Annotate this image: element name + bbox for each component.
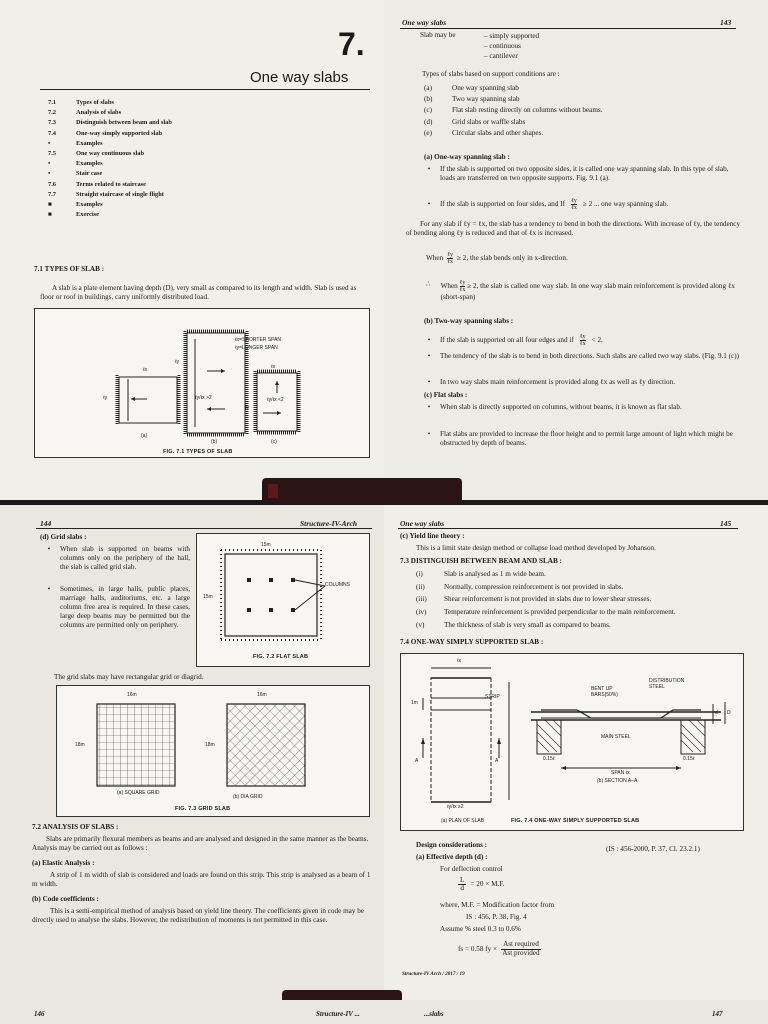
any-slab-text: For any slab if ℓy = ℓx, the slab has a tendency to bend in both the directions. With increase of ℓy, the tendency of bending along ℓy is reduced and that of ℓx is increased. [406,220,741,237]
page-142 [0,0,384,500]
page-number: 145 [720,519,732,528]
page-footer: Structure-IV Arch / 2017 / 19 [402,971,465,977]
section-7-2-text: Slabs are primarily flexural members as beams and are analysed and designed in the same manner as the beams. Analysis may be carried out as follows : [32,835,369,852]
right-support [681,720,705,754]
span-label: SPAN ℓx [611,770,630,776]
elastic-analysis-text: A strip of 1 m width of slab is considered and loads are found on this strip. This strip is analysed as a beam of 1 m width. [32,871,371,888]
one-way-bullet-2: • If the slab is supported on four sides, and If ℓy ℓx ≥ 2 ... one way spanning slab. [427,198,669,211]
bent-up-label: BENT UP BARS(50%) [591,686,618,699]
effective-depth-heading: (a) Effective depth (d) : [416,853,488,861]
assume-steel: Assume % steel 0.3 to 0.6% [440,925,521,933]
label-ly-b: ℓy [175,359,180,365]
contents-item [48,191,288,199]
plan-1m: 1m [411,700,418,706]
flat-slab-length: 15m [203,594,213,600]
page-number: 143 [720,18,732,27]
chapter-number: 7. [338,26,365,62]
two-way-heading: (b) Two-way spanning slabs : [424,317,514,325]
plan-lx: ℓx [457,658,462,664]
slab-may-be: Slab may be [420,31,456,39]
contents-item-text: Stair case [76,170,103,178]
design-considerations: Design considerations : [416,841,488,849]
deflection-control: For deflection control [440,865,503,873]
yield-line-text: This is a limit state design method or collapse load method developed by Johanson. [416,544,656,552]
contents-item-text: Analysis of slabs [76,109,122,117]
dia-grid-label: (b) DIA GRID [233,794,263,800]
section-label: (b) SECTION A–A [597,778,638,784]
plan-a-left: A [415,758,419,764]
contents-item-number: ■ [48,211,52,219]
modification-factor: where, M.F. = Modification factor from [440,901,555,909]
plan-ratio: ℓy/ℓx ≥2 [447,804,464,810]
slab-type-item [424,84,744,93]
dia-grid [227,704,305,786]
square-grid-length: 18m [75,742,85,748]
column [291,608,295,612]
main-steel-label: MAIN STEEL [601,734,631,740]
distribution-label: DISTRIBUTION STEEL [649,678,685,691]
span-depth-ratio: $\frac{L}{d}$ = 20 × M.F. [460,876,505,893]
page-147-header: ...slabs [424,1010,444,1018]
fig-label-c: (c) [271,439,277,445]
flat-slab-width: 15m [261,542,271,548]
column [291,578,295,582]
slab-type-item-number: (c) [424,106,432,115]
contents-item [48,119,288,127]
label-ly-c: ℓy [245,405,250,411]
plan-strip: STRIP [485,694,500,700]
difference-item-text: Shear reinforcement is not provided in slabs due to lower shear stresses. [444,595,652,604]
contents-item-text: Exercise [76,211,99,219]
figure-7-2-caption: FIG. 7.2 FLAT SLAB [253,654,309,660]
header-rule [400,28,736,29]
contents-item-text: One-way simply supported slab [76,129,163,137]
grid-slabs-bullet-1: • When slab is supported on beams with columns only on the periphery of the hall, the slab is called grid slab. [47,545,190,571]
contents-item [48,109,288,117]
page-145 [384,505,768,1000]
figure-7-4-caption: FIG. 7.4 ONE-WAY SIMPLY SUPPORTED SLAB [511,818,640,824]
difference-item-text: Temperature reinforcement is provided perpendicular to the main reinforcement. [444,607,676,616]
column [269,608,273,612]
difference-item-text: Normally, compression reinforcement is not provided in slabs. [444,582,624,591]
plan-a-right: A [495,758,499,764]
contents-item-number: 7.5 [48,149,56,157]
figure-7-3 [56,685,370,817]
chapter-title: One way slabs [250,69,349,86]
types-list [424,84,744,140]
page-146-header: Structure-IV ... [316,1010,360,1018]
support-type: – cantilever [484,52,518,61]
flat-slab-heading: (c) Flat slabs : [424,391,468,399]
contents-item-number: 7.2 [48,109,56,117]
section-7-1-title: 7.1 TYPES OF SLAB : [34,265,105,273]
support-list [484,31,539,61]
contents-item-number: 7.4 [48,129,56,137]
contents-item-number: ■ [48,200,52,208]
page-number: 144 [40,519,52,528]
difference-item [416,569,746,579]
contents-item-number: 7.1 [48,99,56,106]
difference-item [416,620,746,630]
chapter-contents [48,99,288,221]
difference-item-number: (v) [416,620,425,629]
contents-item [48,160,288,168]
fig-label-a: (a) [141,433,148,439]
slab-type-item-text: Flat slab resting directly on columns without beams. [452,106,603,115]
square-grid [97,704,175,786]
square-grid-label: (a) SQUARE GRID [117,790,160,796]
running-header: One way slabs [402,18,447,27]
slab-type-item-text: Grid slabs or waffle slabs [452,117,526,126]
slab-type-item-number: (d) [424,117,433,126]
next-pages-strip [0,1000,768,1024]
code-coefficients-heading: (b) Code coefficients : [32,895,99,903]
figure-7-2-drawing [197,534,371,668]
when-one-way: ∴ When ℓy ℓx ≥ 2, the slab is called one way slab. In one way slab main reinforcement is provided along ℓx (short-span) [426,280,735,301]
plan-label: (a) PLAN OF SLAB [441,818,485,824]
page-146-number: 146 [34,1010,45,1018]
slab-type-item [424,95,744,104]
section-7-4-title: 7.4 ONE-WAY SIMPLY SUPPORTED SLAB : [400,638,544,646]
contents-item-number: 7.3 [48,119,56,127]
figure-7-2 [196,533,370,667]
contents-item-text: Types of slabs [76,99,114,106]
contents-item-text: Examples [76,160,103,168]
section-7-1-text: A slab is a plate element having depth (D), very small as compared to its length and width. Slab is used as floor or roof in buildings, carry uniformly distributed load. [40,284,357,301]
effective-depth-d: d [715,710,718,716]
ratio-c: ℓy/ℓx <2 [267,397,284,403]
difference-item [416,594,746,604]
contents-item-number: 7.6 [48,180,56,188]
is-code-reference: (IS : 456-2000, P. 37, Cl. 23.2.1) [606,845,700,853]
overall-depth-D: D [727,710,731,716]
grid-types-text: The grid slabs may have rectangular grid or diagrid. [54,673,204,681]
slab-type-item-number: (a) [424,84,432,92]
support-type: – continuous [484,42,521,51]
contents-item-text: Examples [76,200,103,208]
slab-type-item-number: (b) [424,95,433,104]
legend-shorter-span: ℓx=SHORTER SPAN [235,337,282,343]
binder-clip-tab [268,484,278,498]
two-way-bullet-1: • If the slab is supported on all four edges and if ℓy ℓx < 2, [427,334,603,347]
contents-item-number: • [48,160,51,168]
fig-label-b: (b) [211,439,218,445]
legend-longer-span: ℓy=LONGER SPAN [235,345,278,351]
contents-item-number: • [48,170,51,178]
bent-point-right: 0.15ℓ [683,756,695,762]
slab-type-item [424,129,744,138]
square-grid-width: 16m [127,692,137,698]
slab-type-item-text: One way spanning slab [452,84,519,92]
left-support [537,720,561,754]
ratio-fraction: ℓy ℓx [570,198,577,211]
figure-7-3-drawing [57,686,371,818]
figure-7-1-drawing [35,309,371,459]
difference-item [416,582,746,592]
label-ly-a: ℓy [103,395,108,401]
slab-type-item-text: Circular slabs and other shapes. [452,128,544,137]
code-coefficients-text: This is a semi-empirical method of analysis based on yield line theory. The coefficients given in code may be directly used to analyse the slabs. However, the redistribution of moments is not permitted in this case. [32,907,365,924]
slab-type-item-number: (e) [424,128,432,137]
grid-slabs-heading: (d) Grid slabs : [40,533,87,541]
flat-slab-outline [225,554,317,636]
dia-grid-length: 18m [205,742,215,748]
difference-item-number: (i) [416,570,423,578]
beam-slab-differences [416,569,746,632]
difference-item-text: The thickness of slab is very small as compared to beams. [444,620,611,629]
page-144 [0,505,384,1000]
grid-slabs-bullet-2: • Sometimes, in large halls, public places, marriage halls, auditoriums, etc. a large column free area is required. In these cases, large deep beams may be permitted but the columns are permitted only on periphery. [47,585,190,629]
figure-7-4 [400,653,744,831]
figure-7-3-caption: FIG. 7.3 GRID SLAB [175,806,231,812]
elastic-analysis-heading: (a) Elastic Analysis : [32,859,95,867]
when-bends-x: When ℓy ℓx ≥ 2, the slab bends only in x-direction. [426,252,568,265]
steel-stress-formula: fs = 0.58 fy × Ast required Ast provided [458,940,540,957]
contents-item [48,150,288,158]
is-fig-reference: IS : 456, P. 38, Fig. 4 [466,913,527,921]
page-147-number: 147 [712,1010,723,1018]
section-7-2-title: 7.2 ANALYSIS OF SLABS : [32,823,119,831]
yield-line-heading: (c) Yield line theory : [400,532,465,540]
section-7-3-title: 7.3 DISTINGUISH BETWEEN BEAM AND SLAB : [400,557,562,565]
types-intro: Types of slabs based on support conditions are : [422,70,560,78]
figure-7-1-caption: FIG. 7.1 TYPES OF SLAB [163,449,233,455]
contents-item [48,181,288,189]
contents-item-text: One way continuous slab [76,149,145,157]
header-rule [36,528,372,529]
bent-up-bar [541,710,701,718]
contents-item [48,140,288,148]
ratio-b: ℓy/ℓx >2 [195,395,212,401]
contents-item-text: Terms related to staircase [76,180,146,188]
bent-point-left: 0.15ℓ [543,756,555,762]
column [247,578,251,582]
support-type: – simply supported [484,32,540,40]
difference-item-text: Slab is analysed as 1 m wide beam. [444,570,546,578]
contents-item-text: Distinguish between beam and slab [76,119,172,127]
column [247,608,251,612]
difference-item-number: (ii) [416,582,425,591]
running-header: Structure-IV-Arch [300,519,358,528]
label-lx-c: ℓx [271,364,276,370]
contents-item [48,130,288,138]
contents-item [48,170,288,178]
difference-item-number: (iv) [416,607,427,616]
slab-type-item-text: Two way spanning slab [452,95,520,104]
flat-slab-bullet-1: • When slab is directly supported on columns, without beams, it is known as flat slab. [427,403,682,411]
contents-item [48,211,288,219]
figure-7-1 [34,308,370,458]
contents-item [48,99,288,107]
slab-type-item [424,106,744,115]
label-lx-a: ℓx [143,367,148,373]
plan-outline [431,678,491,802]
contents-item-number: • [48,139,51,147]
slab-type-item [424,118,744,127]
contents-item-text: Examples [76,139,103,147]
difference-item-number: (iii) [416,595,427,604]
two-way-bullet-2: • The tendency of the slab is to bend in both directions. Such slabs are called two way slabs. (Fig. 9.1 (c)) [427,352,740,360]
one-way-heading: (a) One-way spanning slab : [424,153,510,161]
difference-item [416,607,746,617]
contents-item-number: 7.7 [48,190,56,198]
two-way-bullet-3: • In two way slabs main reinforcement is provided along ℓx as well as ℓy direction. [427,378,676,386]
dia-grid-width: 16m [257,692,267,698]
one-way-bullet-1: • If the slab is supported on two opposite sides, it is called one way spanning slab. In this type of slab, loads are transferred on two opposite supports. Fig. 9.1 (a). [427,165,729,182]
contents-item-text: Straight staircase of single flight [76,190,164,198]
title-rule [40,89,370,90]
column [269,578,273,582]
binder-clip [262,478,462,504]
page-143 [384,0,768,500]
flat-slab-bullet-2: • Flat slabs are provided to increase the floor height and to permit large amount of light which might be obstructed by depth of beams. [427,430,733,447]
contents-item [48,201,288,209]
running-header: One way slabs [400,519,445,528]
columns-label: COLUMNS [325,582,351,588]
header-rule [398,528,738,529]
